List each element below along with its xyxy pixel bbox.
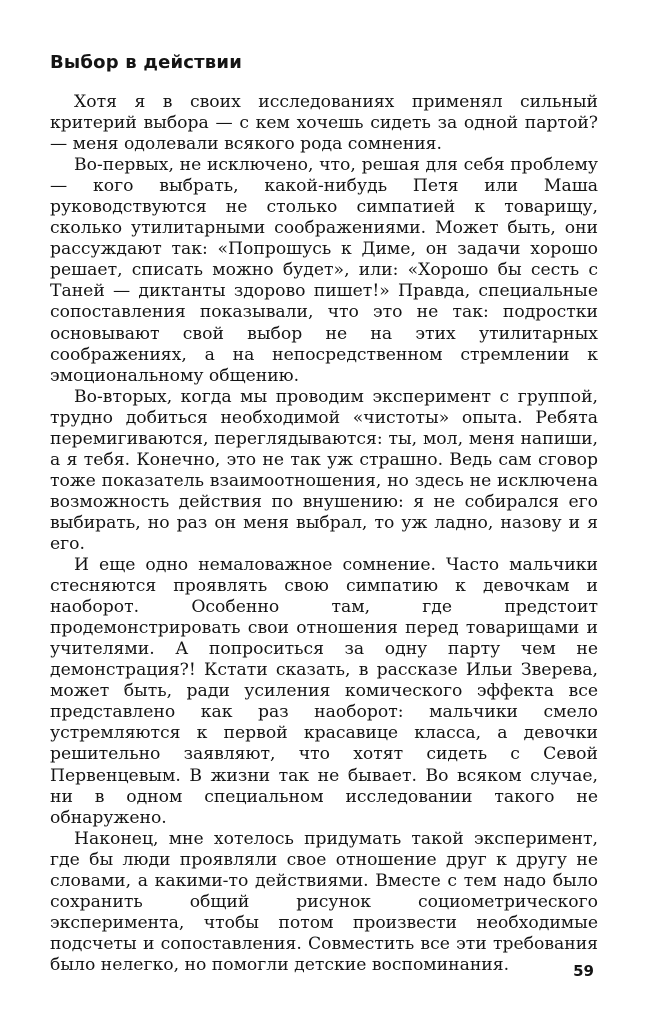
- paragraph-2: Во-первых, не исключено, что, решая для себя проблему — кого выбрать, какой-нибудь Петя или Маша руководствуются не столько симпатией к товарищу, сколько утилитарными соображениями. Может быть, они рассуждают так: «Попрошусь к Диме, он задачи хорошо решает, списать можно будет», или: «Хорошо бы сесть с Таней — диктанты здорово пишет!» Правда, специальные сопоставления показывали, что это не так: подростки основывают свой выбор не на этих утилитарных соображениях, а на непосредственном стремлении к эмоциональному общению.: [50, 155, 598, 386]
- paragraph-1: Хотя я в своих исследованиях применял сильный критерий выбора — с кем хочешь сидеть за одной партой? — меня одолевали всякого рода сомнения.: [50, 92, 598, 155]
- paragraph-3: Во-вторых, когда мы проводим эксперимент с группой, трудно добиться необходимой «чистоты» опыта. Ребята перемигиваются, переглядываются: ты, мол, меня напиши, а я тебя. Конечно, это не так уж страшно. Ведь сам сговор тоже показатель взаимоотношения, но здесь не исключена возможность действия по внушению: я не собирался его выбирать, но раз он меня выбрал, то уж ладно, назову и я его.: [50, 386, 598, 554]
- paragraph-4: И еще одно немаловажное сомнение. Часто мальчики стесняются проявлять свою симпатию к девочкам и наоборот. Особенно там, где предстоит продемонстрировать свои отношения перед товарищами и учителями. А попроситься за одну парту чем не демонстрация?! Кстати сказать, в рассказе Ильи Зверева, может быть, ради усиления комического эффекта все представлено как раз наоборот: мальчики смело устремляются к первой красавице класса, а девочки решительно заявляют, что хотят сидеть с Севой Первенцевым. В жизни так не бывает. Во всяком случае, ни в одном специальном исследовании такого не обнаружено.: [50, 555, 598, 828]
- page-number: 59: [573, 962, 594, 980]
- section-heading: Выбор в действии: [50, 52, 243, 73]
- paragraph-5: Наконец, мне хотелось придумать такой эксперимент, где бы люди проявляли свое отношение друг к другу не словами, а какими-то действиями. Вместе с тем надо было сохранить общий рисунок социометрического эксперимента, чтобы потом произвести необходимые подсчеты и сопоставления. Совместить все эти требования было нелегко, но помогли детские воспоминания.: [50, 828, 598, 975]
- body-text: [50, 92, 598, 976]
